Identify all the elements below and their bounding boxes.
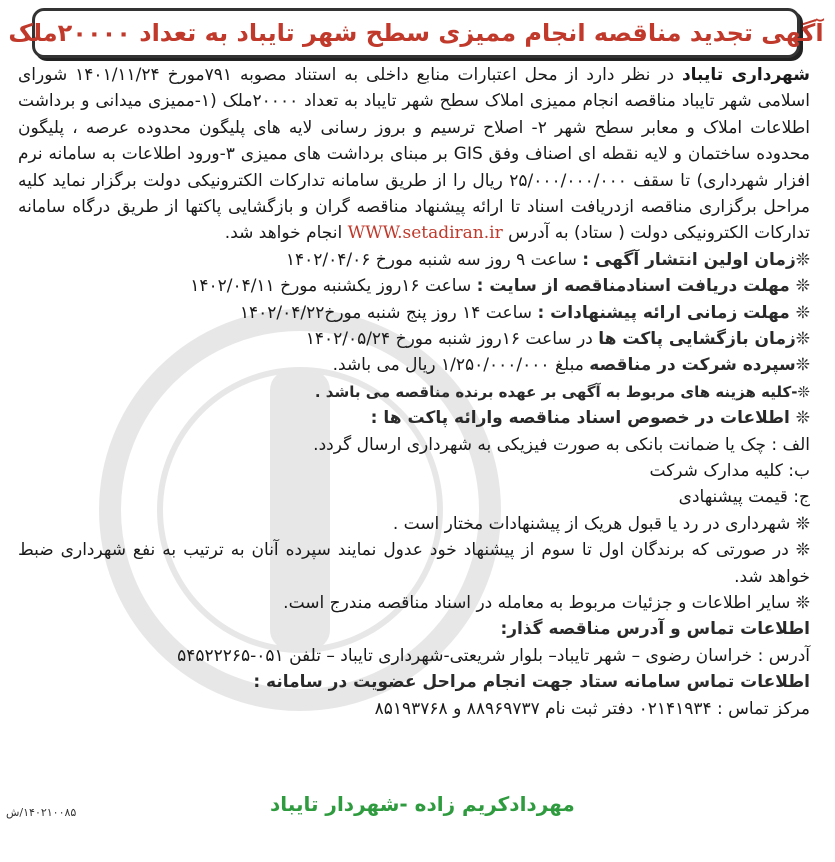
- notice-body: [18, 62, 810, 722]
- organization-name: شهرداری تایباد: [681, 65, 810, 85]
- schedule-item: [18, 326, 810, 352]
- schedule-label: ❊زمان اولین انتشار آگهی :: [582, 249, 810, 270]
- schedule-item: [18, 247, 810, 273]
- notice-code: ۱۴۰۲۱۰۰۸۵/ش: [6, 806, 77, 819]
- schedule-label: ❊ مهلت دریافت اسنادمناقصه از سایت :: [476, 276, 810, 297]
- schedule-value: مبلغ ۱/۲۵۰/۰۰۰/۰۰۰ ریال می باشد.: [332, 355, 590, 376]
- contact-heading: اطلاعات تماس و آدرس مناقصه گذار:: [500, 619, 810, 640]
- schedule-value: ساعت ۱۴ روز پنج شنبه مورخ۱۴۰۲/۰۴/۲۲: [239, 302, 538, 323]
- costs-note: ❊-کلیه هزینه های مربوط به آگهی بر عهده برنده مناقصه می باشد .: [314, 382, 810, 401]
- intro-text-end: انجام خواهد شد.: [224, 223, 348, 244]
- schedule-value: ساعت ۱۶روز یکشنبه مورخ ۱۴۰۲/۰۴/۱۱: [190, 276, 477, 297]
- intro-text: در نظر دارد از محل اعتبارات منابع داخلی به استناد مصوبه ۷۹۱مورخ ۱۴۰۱/۱۱/۲۴ شورای اسلامی شهر تایباد مناقصه انجام ممیزی املاک سطح شهر تایباد به تعداد ۲۰۰۰۰ملک (۱-ممیزی میدانی و برداشت اطلاعات املاک و معابر سطح شهر ۲- اصلاح ترسیم و بروز رسانی لایه های پلیگون محدوده عرصه ، پلیگون محدوده ساختمان و لایه نقطه ای اصناف وفق GIS بر مبنای برداشت های ممیزی ۳-ورود اطلاعات به سامانه نرم افزار شهرداری) تا سقف ۲۵/۰۰۰/۰۰۰/۰۰۰ ریال را از طریق سامانه تدارکات الکترونیکی دولت برگزار نماید کلیه مراحل برگزاری مناقصه ازدریافت اسناد تا ارائه پیشنهاد مناقصه گران و بازگشایی پاکتها از طریق درگاه سامانه تدارکات الکترونیکی دولت ( ستاد) به آدرس: [18, 65, 811, 244]
- packet-item: ج: قیمت پیشنهادی: [678, 487, 810, 508]
- setad-url-link[interactable]: WWW.setadiran.ir: [347, 223, 503, 244]
- note-item: ❊ شهرداری در رد یا قبول هریک از پیشنهادات مختار است .: [392, 513, 810, 534]
- address-line: آدرس : خراسان رضوی – شهر تایباد– بلوار شریعتی-شهرداری تایباد – تلفن ۰۵۱-۵۴۵۲۲۲۶۵: [177, 645, 810, 666]
- schedule-item: [18, 300, 810, 326]
- schedule-value: ساعت ۹ روز سه شنبه مورخ ۱۴۰۲/۰۴/۰۶: [285, 249, 583, 270]
- schedule-item: [18, 352, 810, 378]
- schedule-label: ❊سپرده شرکت در مناقصه: [589, 355, 810, 376]
- packets-heading: ❊ اطلاعات در خصوص اسناد مناقصه وارائه پاکت ها :: [370, 408, 810, 429]
- schedule-label: ❊ مهلت زمانی ارائه پیشنهادات :: [537, 302, 810, 323]
- setad-contact-line: مرکز تماس : ۰۲۱۴۱۹۳۴ دفتر ثبت نام ۸۸۹۶۹۷۳۷ و ۸۵۱۹۳۷۶۸: [374, 698, 810, 719]
- intro-paragraph: [18, 62, 810, 247]
- title-banner: [8, 8, 824, 58]
- signature: مهردادکریم زاده -شهردار تایباد: [270, 792, 575, 816]
- schedule-label: ❊زمان بازگشایی پاکت ها: [598, 329, 810, 350]
- packet-item: الف : چک یا ضمانت بانکی به صورت فیزیکی به شهرداری ارسال گردد.: [313, 434, 810, 455]
- note-item: ❊ در صورتی که برندگان اول تا سوم از پیشنهاد خود عدول نمایند سپرده آنان به ترتیب به نفع شهرداری ضبط خواهد شد.: [18, 540, 810, 587]
- packet-item: ب: کلیه مدارک شرکت: [649, 460, 810, 481]
- schedule-value: در ساعت ۱۶روز شنبه مورخ ۱۴۰۲/۰۵/۲۴: [305, 329, 599, 350]
- page-title: آگهی تجدید مناقصه انجام ممیزی سطح شهر تایباد به تعداد ۲۰۰۰۰ملک: [8, 19, 824, 47]
- schedule-item: [18, 273, 810, 299]
- note-item: ❊ سایر اطلاعات و جزئیات مربوط به معامله در اسناد مناقصه مندرج است.: [283, 592, 810, 613]
- setad-heading: اطلاعات تماس سامانه ستاد جهت انجام مراحل عضویت در سامانه :: [253, 672, 810, 693]
